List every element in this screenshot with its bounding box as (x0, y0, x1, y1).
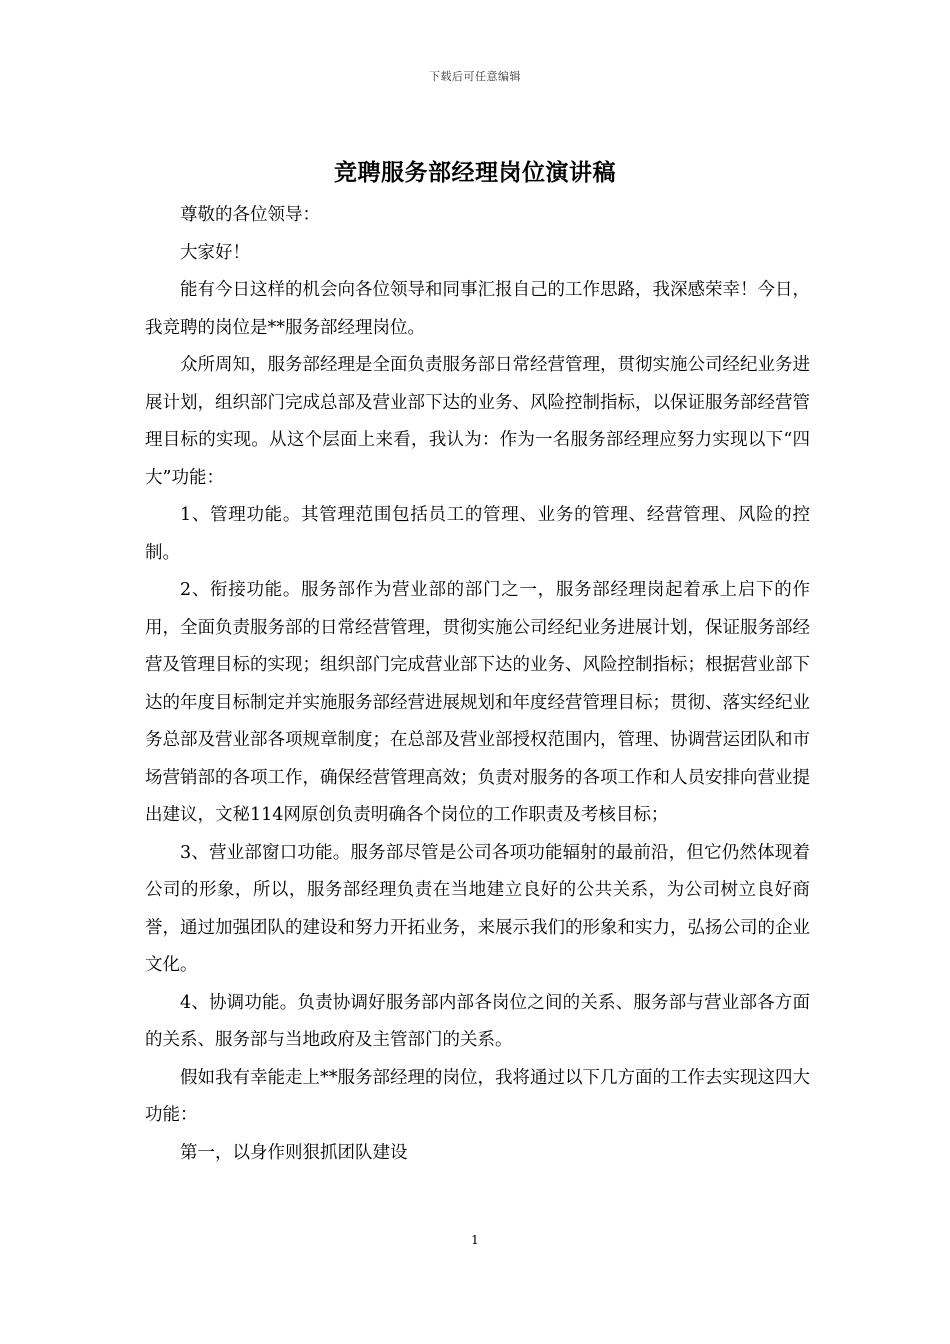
document-body (145, 197, 810, 1172)
paragraph-intro: 能有今日这样的机会向各位领导和同事汇报自己的工作思路，我深感荣幸！今日，我竞聘的岗位是**服务部经理岗位。 (145, 280, 810, 338)
page-number: 1 (471, 1233, 479, 1247)
paragraph-salutation: 尊敬的各位领导： (180, 205, 320, 225)
paragraph-function-window: 3、营业部窗口功能。服务部尽管是公司各项功能辐射的最前沿，但它仍然体现着公司的形象，所以，服务部经理负责在当地建立良好的公共关系，为公司树立良好商誉，通过加强团队的建设和努力开拓业务，来展示我们的形象和实力，弘扬公司的企业文化。 (145, 842, 810, 975)
document-title: 竞聘服务部经理岗位演讲稿 (334, 159, 616, 186)
paragraph-function-coordination-link: 2、衔接功能。服务部作为营业部的部门之一，服务部经理岗起着承上启下的作用，全面负责服务部的日常经营管理，贯彻实施公司经纪业务进展计划，保证服务部经营及管理目标的实现；组织部门完成营业部下达的业务、风险控制指标；根据营业部下达的年度目标制定并实施服务部经营进展规划和年度经营管理目标；贯彻、落实经纪业务总部及营业部各项规章制度；在总部及营业部授权范围内，管理、协调营运团队和市场营销部的各项工作，确保经营管理高效；负责对服务的各项工作和人员安排向营业提出建议，文秘114网原创负责明确各个岗位的工作职责及考核目标； (145, 580, 810, 825)
header-note: 下载后可任意编辑 (429, 70, 521, 83)
paragraph-greeting: 大家好！ (180, 242, 250, 263)
paragraph-role-overview: 众所周知，服务部经理是全面负责服务部日常经营管理，贯彻实施公司经纪业务进展计划，组织部门完成总部及营业部下达的业务、风险控制指标，以保证服务部经营管理目标的实现。从这个层面上来看，我认为：作为一名服务部经理应努力实现以下“四大”功能： (145, 355, 810, 488)
paragraph-first-point: 第一，以身作则狠抓团队建设 (180, 1142, 408, 1163)
paragraph-function-management: 1、管理功能。其管理范围包括员工的管理、业务的管理、经营管理、风险的控制。 (145, 505, 810, 563)
paragraph-plan-intro: 假如我有幸能走上**服务部经理的岗位，我将通过以下几方面的工作去实现这四大功能： (145, 1067, 810, 1125)
paragraph-function-coordination: 4、协调功能。负责协调好服务部内部各岗位之间的关系、服务部与营业部各方面的关系、服务部与当地政府及主管部门的关系。 (145, 992, 810, 1050)
